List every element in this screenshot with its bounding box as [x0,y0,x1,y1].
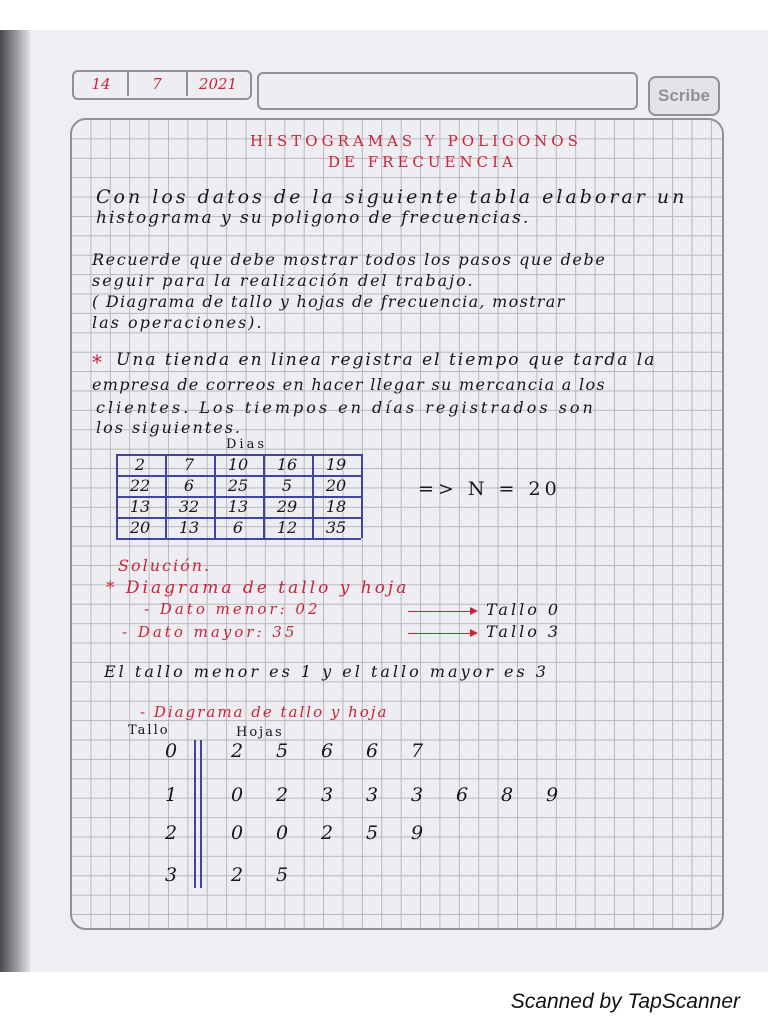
min-tallo: Tallo 0 [486,600,562,619]
n-total: => N = 20 [418,478,561,500]
date-separator [186,72,188,96]
table-cell: 29 [276,497,298,516]
leaf-value: 6 [320,740,334,762]
leaf-value: 5 [275,740,289,762]
table-cell: 22 [129,476,151,495]
table-cell: 20 [325,476,347,495]
leaf-value: 3 [320,784,334,806]
notebook-spine [0,30,28,972]
stem-value: 1 [164,784,178,806]
column-tallo: Tallo [128,723,170,738]
table-cell: 6 [183,476,195,495]
leaf-value: 3 [410,784,424,806]
date-day: 14 [91,75,111,93]
leaf-value: 2 [320,822,334,844]
scribe-logo: Scribe [648,76,720,116]
problem-star-icon: * [92,350,104,374]
problem-line-3: clientes. Los tiempos en días registrados son [96,398,596,417]
reminder-line-3: ( Diagrama de tallo y hojas de frecuencia, mostrar [92,292,566,311]
table-cell: 35 [325,518,347,537]
table-cell: 19 [325,455,347,474]
table-row-line [116,538,361,540]
max-tallo: Tallo 3 [486,622,562,641]
leaf-value: 8 [500,784,514,806]
title-line-1: HISTOGRAMAS Y POLIGONOS [250,132,582,150]
table-cell: 20 [129,518,151,537]
leaf-value: 2 [275,784,289,806]
problem-line-2: empresa de correos en hacer llegar su mercancia a los [92,375,606,394]
reminder-line-4: las operaciones). [92,313,264,332]
problem-line-1: Una tienda en linea registra el tiempo que tarda la [116,350,657,370]
stem-divider [194,740,196,888]
scan-top-margin [0,0,768,30]
table-cell: 13 [178,518,200,537]
header-title-box [257,72,638,110]
intro-line-2: histograma y su poligono de frecuencias. [96,208,531,228]
table-cell: 12 [276,518,298,537]
title-line-2: DE FRECUENCIA [328,153,517,171]
leaf-value: 0 [275,822,289,844]
table-cell: 10 [227,455,249,474]
leaf-value: 9 [410,822,424,844]
reminder-line-1: Recuerde que debe mostrar todos los pasos que debe [92,250,607,269]
table-cell: 7 [183,455,195,474]
stem-leaf-title: * Diagrama de tallo y hoja [106,578,410,598]
date-month: 7 [152,75,162,93]
leaf-value: 3 [365,784,379,806]
min-data-label: - Dato menor: 02 [144,600,321,618]
stem-value: 2 [164,822,178,844]
table-cell: 25 [227,476,249,495]
stem-value: 0 [164,740,178,762]
table-cell: 5 [281,476,293,495]
column-hojas: Hojas [236,725,284,740]
leaf-value: 5 [365,822,379,844]
leaf-value: 2 [230,864,244,886]
stem-divider [200,740,202,888]
stem-summary: El tallo menor es 1 y el tallo mayor es 3 [104,662,549,681]
table-column-line [361,454,363,538]
leaf-value: 7 [410,740,424,762]
leaf-value: 0 [230,784,244,806]
problem-line-4: los siguientes. [96,418,243,437]
table-cell: 18 [325,497,347,516]
max-data-label: - Dato mayor: 35 [122,623,298,641]
table-cell: 13 [227,497,249,516]
leaf-value: 2 [230,740,244,762]
stem-value: 3 [164,864,178,886]
leaf-value: 5 [275,864,289,886]
date-year: 2021 [198,75,238,93]
table-cell: 13 [129,497,151,516]
table-cell: 16 [276,455,298,474]
stem-leaf-heading: - Diagrama de tallo y hoja [140,703,389,721]
table-cell: 32 [178,497,200,516]
arrow-right-icon [408,611,476,612]
date-separator [127,72,129,96]
solution-heading: Solución. [118,556,212,575]
intro-line-1: Con los datos de la siguiente tabla elaborar un [96,186,688,208]
reminder-line-2: seguir para la realización del trabajo. [92,271,475,290]
leaf-value: 6 [365,740,379,762]
scanner-watermark: Scanned by TapScanner [510,990,740,1013]
table-cell: 2 [134,455,146,474]
table-header: Dias [226,437,268,452]
table-cell: 6 [232,518,244,537]
leaf-value: 9 [545,784,559,806]
leaf-value: 0 [230,822,244,844]
arrow-right-icon [408,633,476,634]
leaf-value: 6 [455,784,469,806]
